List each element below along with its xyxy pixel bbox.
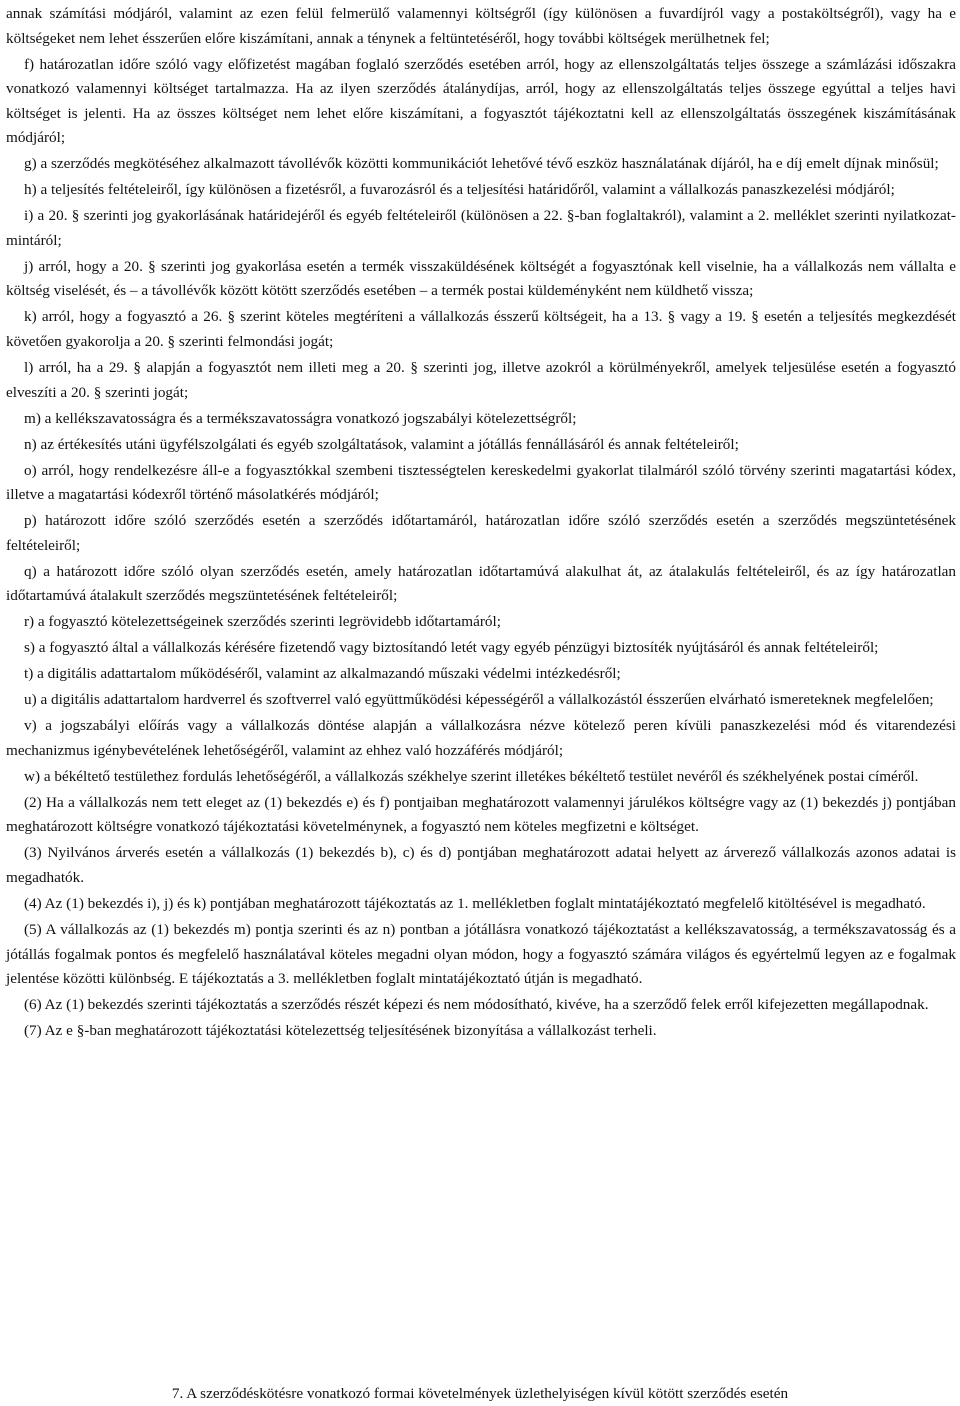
paragraph-g: g) a szerződés megkötéséhez alkalmazott távollévők közötti kommunikációt lehetővé tévő eszköz használatának díjáról, ha e díj emelt díjnak minősül; — [24, 155, 939, 173]
paragraph-p: p) határozott időre szóló szerződés esetén a szerződés időtartamáról, határozatlan időre szóló szerződés esetén a szerződés megszüntetésének feltételeiről; — [6, 512, 956, 554]
paragraph-7: (7) Az e §-ban meghatározott tájékoztatási kötelezettség teljesítésének bizonyítása a vállalkozást terheli. — [24, 1022, 657, 1040]
paragraph-m: m) a kellékszavatosságra és a termékszavatosságra vonatkozó jogszabályi kötelezettségről; — [24, 409, 577, 427]
paragraph-o: o) arról, hogy rendelkezésre áll-e a fogyasztókkal szembeni tisztességtelen kereskedelmi gyakorlat tilalmáról szóló törvény szerinti magatartási kódex, illetve a magatartási kódexről történő másolatkérés módjáról; — [6, 461, 956, 504]
paragraph-t: t) a digitális adattartalom működéséről, valamint az alkalmazandó műszaki védelmi intézkedésről; — [24, 665, 621, 683]
paragraph-5: (5) A vállalkozás az (1) bekezdés m) pontja szerinti és az n) pontban a jótállásra vonatkozó tájékoztatást a kellékszavatosság, a termékszavatosság és a jótállás fogalmak pontos és megfelelő használatával köteles megadni olyan módon, hogy a fogyasztó számára világos és egyértelmű legyen az e fogalmak jelentése közötti különbség. E tájékoztatás a 3. mellékletben foglalt mintatájékoztató útján is megadható. — [6, 920, 956, 988]
paragraph-q: q) a határozott időre szóló olyan szerződés esetén, amely határozatlan időtartamúvá alakulhat át, az átalakulás feltételeiről, és az így határozatlan időtartamúvá átalakult szerződés megszüntetésének feltételeiről; — [6, 562, 956, 605]
paragraph-i: i) a 20. § szerinti jog gyakorlásának határidejéről és egyéb feltételeiről (különösen a 22. §-ban foglaltakról), valamint a 2. melléklet szerinti nyilatkozat-mintáról; — [6, 207, 956, 249]
paragraph-4: (4) Az (1) bekezdés i), j) és k) pontjában meghatározott tájékoztatás az 1. mellékletben foglalt mintatájékoztató megfelelő kitöltésével is megadható. — [24, 894, 926, 912]
paragraph-n: n) az értékesítés utáni ügyfélszolgálati és egyéb szolgáltatások, valamint a jótállás fennállásáról és annak feltételeiről; — [24, 435, 739, 453]
paragraph-f: f) határozatlan időre szóló vagy előfizetést magában foglaló szerződés esetében arról, hogy az ellenszolgáltatás teljes összege a számlázási időszakra vonatkozó valamennyi költséget tartalmazza. Ha az ilyen szerződés átalánydíjas, arról, hogy az ellenszolgáltatás teljes összege egyúttal a teljes havi költséget is jelenti. Ha az összes költséget nem lehet előre kiszámítani, a fogyasztót tájékoztatni kell az ellenszolgáltatás összegének kiszámításának módjáról; — [6, 55, 956, 147]
paragraph-2: (2) Ha a vállalkozás nem tett eleget az (1) bekezdés e) és f) pontjaiban meghatározott valamennyi járulékos költségre vagy az (1) bekezdés j) pontjában meghatározott költségre vonatkozó tájékoztatási követelménynek, a fogyasztó nem köteles megfizetni e költséget. — [6, 793, 956, 836]
paragraph-w: w) a békéltető testülethez fordulás lehetőségéről, a vállalkozás székhelye szerint illetékes békéltető testület nevéről és székhelyének postai címéről. — [24, 767, 919, 785]
paragraph-s: s) a fogyasztó által a vállalkozás kérésére fizetendő vagy biztosítandó letét vagy egyéb pénzügyi biztosíték nyújtásáról és annak feltételeiről; — [24, 639, 879, 657]
paragraph-j: j) arról, hogy a 20. § szerinti jog gyakorlása esetén a termék visszaküldésének költségét a fogyasztónak kell viselnie, ha a vállalkozás nem vállalta e költség viselését, és – a távollévők között kötött szerződés esetében – a termék postai küldeményként nem küldhető vissza; — [6, 257, 956, 300]
document-body — [6, 2, 956, 1045]
paragraph-r: r) a fogyasztó kötelezettségeinek szerződés szerinti legrövidebb időtartamáról; — [24, 613, 501, 631]
paragraph-k: k) arról, hogy a fogyasztó a 26. § szerint köteles megtéríteni a vállalkozás ésszerű költségeit, ha a 13. § vagy a 19. § esetén a teljesítés megkezdését követően gyakorolja a 20. § szerinti felmondási jogát; — [6, 308, 956, 351]
paragraph-u: u) a digitális adattartalom hardverrel és szoftverrel való együttműködési képességéről a vállalkozástól ésszerűen elvárható ismereteknek megfelelően; — [24, 691, 934, 709]
section-heading: 7. A szerződéskötésre vonatkozó formai követelmények üzlethelyiségen kívül kötött szerződés esetén — [171, 1385, 789, 1402]
paragraph-v: v) a jogszabályi előírás vagy a vállalkozás döntése alapján a vállalkozásra nézve kötelező peren kívüli panaszkezelési mód és vitarendezési mechanizmus igénybevételének lehetőségéről, valamint az ehhez való hozzáférés módjáról; — [6, 717, 956, 759]
paragraph-continuation: annak számítási módjáról, valamint az ezen felül felmerülő valamennyi költségről (így különösen a fuvardíjról vagy a postaköltségről), vagy ha e költségeket nem lehet ésszerűen előre kiszámítani, annak a ténynek a feltüntetéséről, hogy további költségek merülhetnek fel; — [6, 5, 956, 47]
paragraph-3: (3) Nyilvános árverés esetén a vállalkozás (1) bekezdés b), c) és d) pontjában meghatározott adatai helyett az árverező vállalkozás azonos adatai is megadhatók. — [6, 844, 956, 886]
paragraph-l: l) arról, ha a 29. § alapján a fogyasztót nem illeti meg a 20. § szerinti jog, illetve azokról a körülményekről, amelyek teljesülése esetén a fogyasztó elveszíti a 20. § szerinti jogát; — [6, 359, 956, 401]
paragraph-6: (6) Az (1) bekezdés szerinti tájékoztatás a szerződés részét képezi és nem módosítható, kivéve, ha a szerződő felek erről kifejezetten megállapodnak. — [24, 996, 929, 1014]
paragraph-h: h) a teljesítés feltételeiről, így különösen a fizetésről, a fuvarozásról és a teljesítési határidőről, valamint a vállalkozás panaszkezelési módjáról; — [24, 181, 895, 199]
